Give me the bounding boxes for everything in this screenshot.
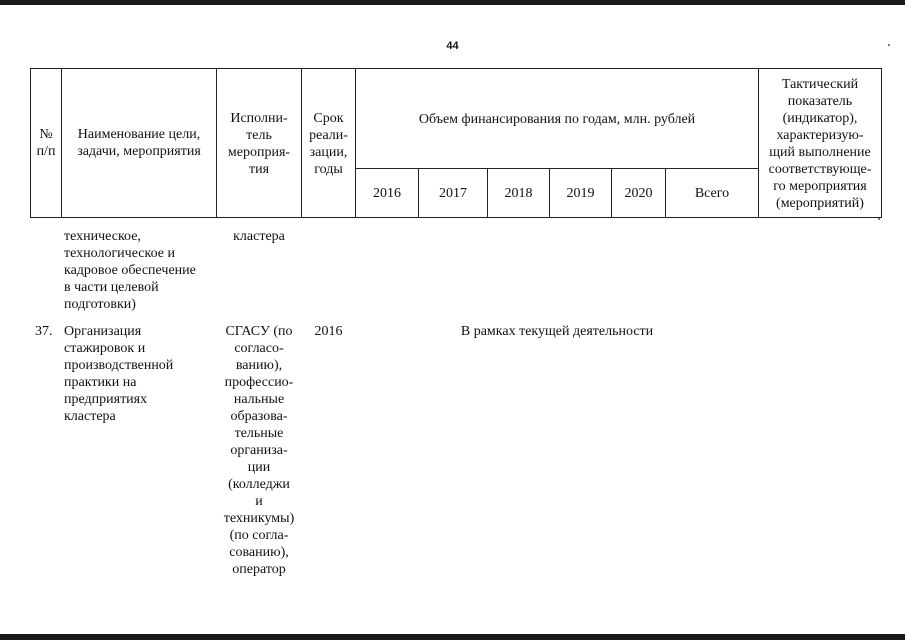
row-37-term: 2016 — [314, 324, 343, 339]
header-total: Всего — [694, 186, 730, 201]
row-37-name: Организация стажировок и производственной практики на предприятиях кластера — [64, 324, 174, 424]
header-name: Наименование цели, задачи, мероприятия — [77, 127, 201, 159]
scan-speck — [878, 218, 880, 220]
header-year-2016: 2016 — [373, 186, 401, 201]
header-num: № п/п — [36, 127, 56, 159]
row-continued-name: техническое, технологическое и кадровое обеспечение в части целевой подготовки) — [64, 229, 196, 312]
scan-border-top — [0, 0, 905, 5]
header-indicator: Тактический показатель (индикатор), характеризую- щий выполнение соответствующе- го мероприятия (мероприятий) — [768, 77, 872, 211]
header-year-2020: 2020 — [624, 186, 653, 201]
page-number: 44 — [446, 40, 459, 52]
row-37-funding-note: В рамках текущей деятельности — [460, 324, 654, 339]
header-year-2017: 2017 — [439, 186, 467, 201]
row-continued-executor: кластера — [233, 229, 285, 244]
header-term: Срок реали- зации, годы — [309, 111, 348, 177]
row-37-executor: СГАСУ (по согласо- ванию), профессио- нальные образова- тельные организа- ции (колледжи и техникумы) (по согла- сованию), оператор — [223, 324, 295, 577]
header-year-2018: 2018 — [504, 186, 533, 201]
header-executor: Исполни- тель мероприя- тия — [227, 111, 291, 177]
scan-border-bottom — [0, 634, 905, 640]
header-funding: Объем финансирования по годам, млн. рублей — [418, 112, 696, 127]
row-37-num: 37. — [35, 324, 53, 339]
header-year-2019: 2019 — [566, 186, 595, 201]
